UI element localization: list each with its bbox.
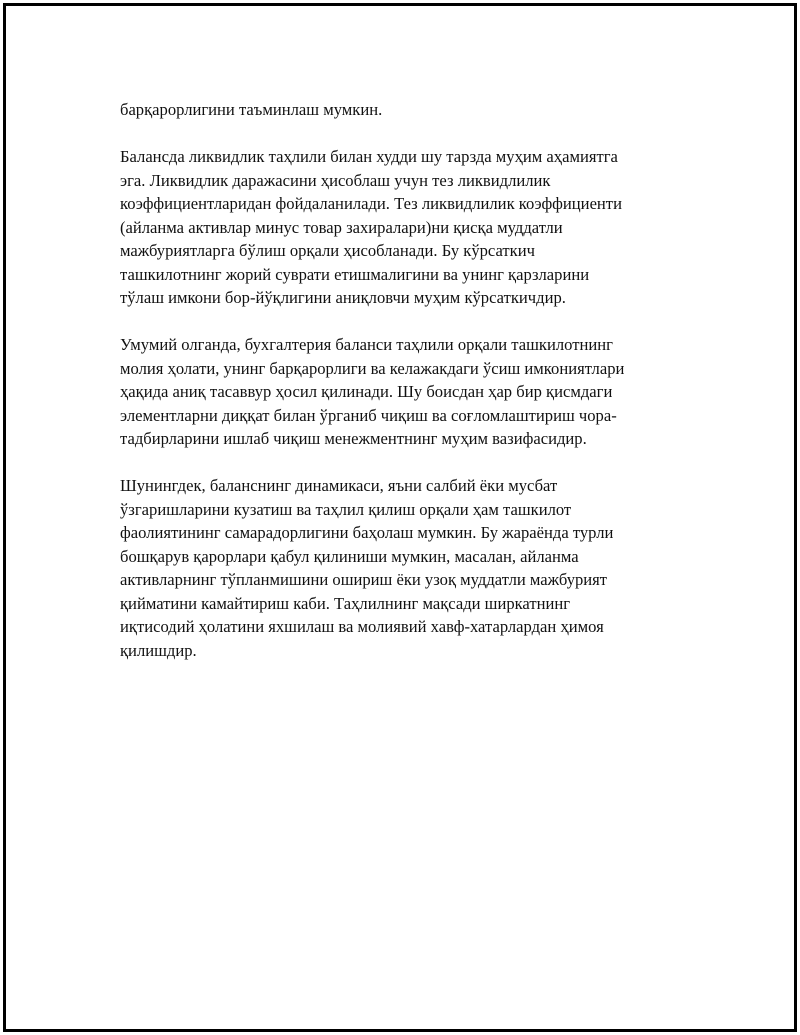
text-line: фаолиятининг самарадорлигини баҳолаш мумкин. Бу жараёнда турли <box>120 523 614 542</box>
text-line: ўзгаришларини кузатиш ва таҳлил қилиш орқали ҳам ташкилот <box>120 499 572 519</box>
text-line: иқтисодий ҳолатини яхшилаш ва молиявий хавф-хатарлардан ҳимоя <box>120 617 604 636</box>
text-line: Шунингдек, баланснинг динамикаси, яъни салбий ёки мусбат <box>120 476 558 495</box>
text-line: тўлаш имкони бор-йўқлигини аниқловчи муҳим кўрсаткичдир. <box>120 288 566 307</box>
text-line: эга. Ликвидлик даражасини ҳисоблаш учун тез ликвидлилик <box>120 170 551 190</box>
paragraph-4 <box>120 474 680 662</box>
document-page <box>3 3 797 1032</box>
document-body <box>120 98 680 686</box>
text-line: (айланма активлар минус товар захиралари)ни қисқа муддатли <box>120 217 563 237</box>
text-line: қилишдир. <box>120 640 197 660</box>
text-line: активларнинг тўпланмишини ошириш ёки узоқ муддатли мажбурият <box>120 570 608 589</box>
text-line: элементларни диққат билан ўрганиб чиқиш ва соғломлаштириш чора- <box>120 405 617 425</box>
text-line: ҳақида аниқ тасаввур ҳосил қилинади. Шу боисдан ҳар бир қисмдаги <box>120 382 613 401</box>
text-line: тадбирларини ишлаб чиқиш менежментнинг муҳим вазифасидир. <box>120 429 587 448</box>
text-line: коэффициентларидан фойдаланилади. Тез ликвидлилик коэффициенти <box>120 194 622 213</box>
text-line: қийматини камайтириш каби. Таҳлилнинг мақсади ширкатнинг <box>120 593 571 613</box>
text-line: барқарорлигини таъминлаш мумкин. <box>120 100 383 119</box>
paragraph-3 <box>120 333 680 451</box>
text-line: Балансда ликвидлик таҳлили билан худди шу тарзда муҳим аҳамиятга <box>120 147 618 166</box>
paragraph-2 <box>120 145 680 310</box>
paragraph-1 <box>120 98 680 122</box>
text-line: бошқарув қарорлари қабул қилиниши мумкин, масалан, айланма <box>120 546 579 566</box>
text-line: Умумий олганда, бухгалтерия баланси таҳлили орқали ташкилотнинг <box>120 335 613 354</box>
text-line: мажбуриятларга бўлиш орқали ҳисобланади. Бу кўрсаткич <box>120 241 535 260</box>
text-line: молия ҳолати, унинг барқарорлиги ва келажакдаги ўсиш имкониятлари <box>120 358 625 378</box>
text-line: ташкилотнинг жорий суврати етишмалигини ва унинг қарзларини <box>120 264 590 284</box>
